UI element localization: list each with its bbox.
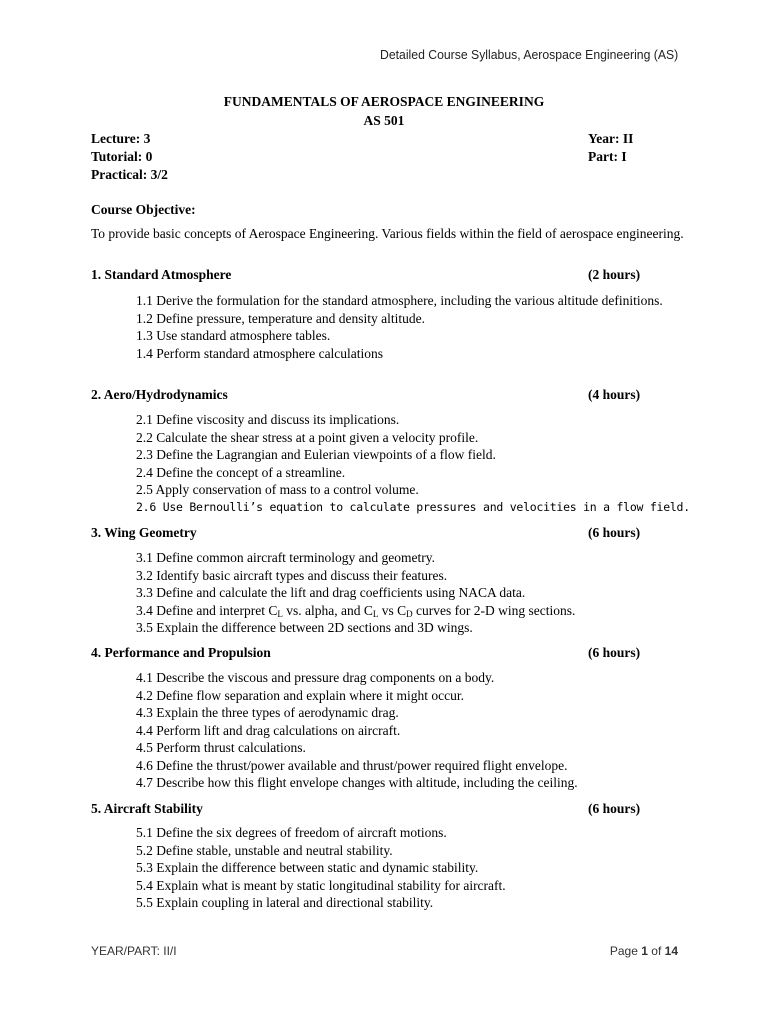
section-hours: (6 hours): [588, 801, 641, 816]
list-item: 5.4 Explain what is meant by static longitudinal stability for aircraft.: [136, 877, 506, 893]
section-hours: (2 hours): [588, 267, 641, 282]
list-item: 1.4 Perform standard atmosphere calculations: [136, 345, 384, 361]
year-part-block: [588, 130, 633, 166]
list-item: 4.5 Perform thrust calculations.: [136, 740, 306, 755]
course-code: AS 501: [363, 113, 405, 128]
running-header: Detailed Course Syllabus, Aerospace Engineering (AS): [379, 47, 678, 62]
page-of: of: [651, 944, 662, 958]
section-title: 2. Aero/Hydrodynamics: [91, 387, 228, 402]
list-item: 2.1 Define viscosity and discuss its implications.: [136, 412, 400, 427]
section-heading: [91, 801, 651, 817]
section-items: [136, 669, 666, 792]
list-item: 1.3 Use standard atmosphere tables.: [136, 328, 331, 343]
part-label: Part: I: [588, 149, 627, 164]
list-item: 3.2 Identify basic aircraft types and discuss their features.: [136, 567, 448, 583]
list-item: 5.5 Explain coupling in lateral and directional stability.: [136, 895, 434, 910]
page-current: 1: [641, 944, 648, 958]
list-item: 4.1 Describe the viscous and pressure drag components on a body.: [136, 670, 495, 685]
section-items: [136, 824, 666, 912]
course-title: FUNDAMENTALS OF AEROSPACE ENGINEERING: [223, 94, 545, 109]
page-number: [610, 944, 678, 958]
page-word: Page: [609, 944, 638, 958]
list-item: 3.4 Define and interpret $C_L$ vs. alpha, and $C_L$ vs $C_D$ curves for 2-D wing sections.: [136, 602, 576, 619]
list-item: 1.1 Derive the formulation for the standard atmosphere, including the various altitude definitions.: [136, 293, 663, 308]
practical-hours: Practical: 3/2: [91, 167, 168, 182]
list-item: 3.5 Explain the difference between 2D sections and 3D wings.: [136, 620, 473, 635]
list-item: 3.3 Define and calculate the lift and drag coefficients using NACA data.: [136, 585, 526, 600]
list-item: 2.3 Define the Lagrangian and Eulerian viewpoints of a flow field.: [136, 447, 496, 462]
section-title: 1. Standard Atmosphere: [91, 267, 232, 282]
year-label: Year: II: [588, 131, 634, 146]
tutorial-hours: Tutorial: 0: [91, 149, 153, 164]
section-items: [136, 549, 666, 637]
objective-heading: Course Objective:: [91, 202, 196, 217]
section-heading: [91, 645, 651, 661]
list-item: 4.7 Describe how this flight envelope changes with altitude, including the ceiling.: [136, 775, 578, 790]
section-title: 5. Aircraft Stability: [91, 801, 203, 816]
list-item: 2.4 Define the concept of a streamline.: [136, 464, 346, 480]
section-title: 3. Wing Geometry: [91, 525, 197, 540]
section-heading: [91, 267, 651, 283]
section-hours: (6 hours): [588, 645, 641, 660]
section-hours: (4 hours): [588, 387, 641, 402]
footer-year-part: YEAR/PART: II/I: [91, 944, 177, 958]
section-hours: (6 hours): [588, 525, 641, 540]
list-item: 3.1 Define common aircraft terminology and geometry.: [136, 550, 436, 565]
list-item: 2.5 Apply conservation of mass to a control volume.: [136, 482, 419, 497]
list-item: 4.2 Define flow separation and explain where it might occur.: [136, 687, 465, 703]
section-items: [136, 292, 666, 362]
list-item: 5.3 Explain the difference between static and dynamic stability.: [136, 860, 479, 875]
list-item: 2.6 Use Bernoulli’s equation to calculate pressures and velocities in a flow field.: [136, 499, 690, 514]
course-hours-block: [91, 130, 168, 184]
list-item: 2.2 Calculate the shear stress at a point given a velocity profile.: [136, 429, 479, 445]
section-title: 4. Performance and Propulsion: [91, 645, 271, 660]
section-heading: [91, 387, 651, 403]
list-item: 1.2 Define pressure, temperature and density altitude.: [136, 310, 426, 326]
list-item: 4.4 Perform lift and drag calculations on aircraft.: [136, 722, 401, 738]
list-item: 4.6 Define the thrust/power available and thrust/power required flight envelope.: [136, 757, 568, 773]
list-item: 4.3 Explain the three types of aerodynamic drag.: [136, 705, 399, 720]
objective-text: To provide basic concepts of Aerospace Engineering. Various fields within the field of aerospace engineering.: [91, 226, 684, 241]
lecture-hours: Lecture: 3: [91, 131, 151, 146]
list-item: 5.2 Define stable, unstable and neutral stability.: [136, 842, 393, 858]
section-items: [136, 411, 690, 516]
page-total: 14: [664, 944, 678, 958]
section-heading: [91, 525, 651, 541]
list-item: 5.1 Define the six degrees of freedom of aircraft motions.: [136, 825, 447, 840]
